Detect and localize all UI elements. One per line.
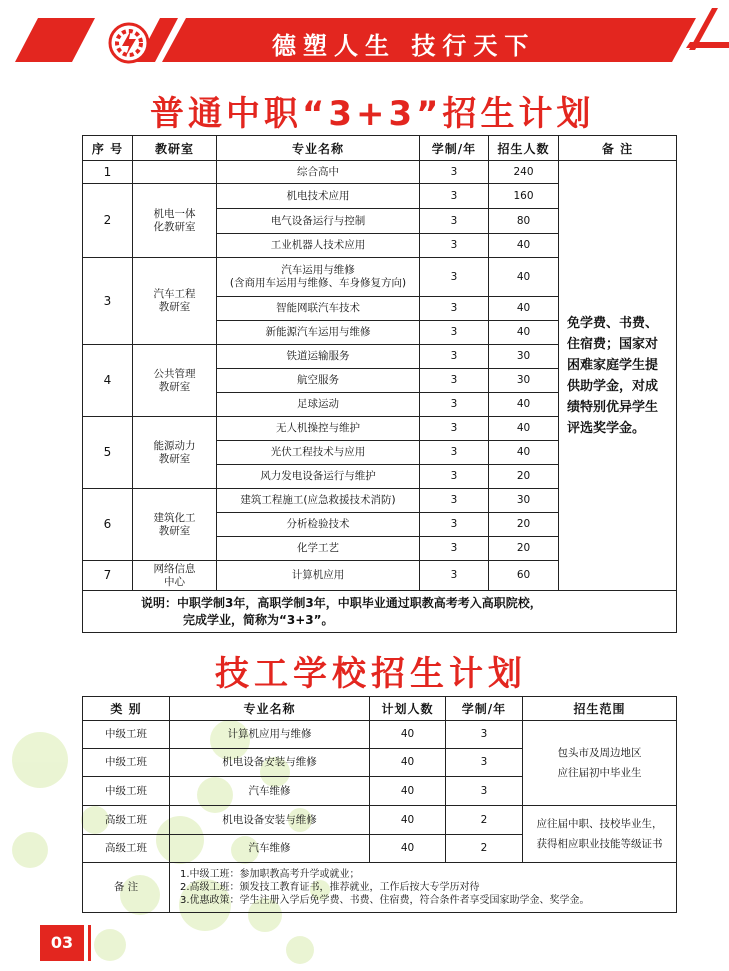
years-cell: 3 [420,209,489,234]
header-years: 学制/年 [420,136,489,161]
years-cell: 3 [446,777,523,806]
table-row [83,721,677,749]
remark-row [83,863,677,913]
table-header-row [83,136,677,161]
table-header-row [83,697,677,721]
major-cell: 分析检验技术 [217,513,420,537]
header-dept: 教研室 [133,136,217,161]
note-line: 评选奖学金。 [567,420,646,436]
type-cell: 中级工班 [83,721,170,749]
range-line: 应往届中职、技校毕业生， [536,818,663,830]
dept-cell [133,345,217,417]
years-cell: 3 [420,489,489,513]
explanation-row [83,591,677,633]
years-cell: 2 [446,835,523,863]
years-cell: 3 [420,161,489,184]
dept-cell [133,489,217,561]
dept-line: 汽车工程 [153,288,196,300]
major-cell: 化学工艺 [217,537,420,561]
major-cell: 综合高中 [217,161,420,184]
row-number: 7 [83,561,133,591]
header-count: 招生人数 [489,136,559,161]
major-cell: 铁道运输服务 [217,345,420,369]
years-cell: 3 [420,513,489,537]
count-cell: 30 [489,489,559,513]
major-line: 汽车运用与维修 [281,264,355,276]
years-cell: 3 [420,417,489,441]
count-cell: 20 [489,465,559,489]
major-cell: 计算机应用 [217,561,420,591]
count-cell: 40 [489,234,559,258]
dept-line: 教研室 [158,524,191,537]
major-cell: 风力发电设备运行与维护 [217,465,420,489]
years-cell: 3 [420,297,489,321]
major-cell: 无人机操控与维护 [217,417,420,441]
row-number: 4 [83,345,133,417]
row-number: 2 [83,184,133,258]
explanation-line: 完成学业，简称为“3+3”。 [183,612,334,627]
header-years: 学制/年 [446,697,523,721]
header-major: 专业名称 [217,136,420,161]
type-cell: 中级工班 [83,777,170,806]
dept-line: 教研室 [158,301,191,313]
school-logo [108,22,150,64]
major-cell: 机电设备安装与维修 [170,806,370,835]
count-cell: 40 [489,297,559,321]
dept-line: 能源动力 [153,439,196,452]
section1-title: 普通中职“3+3”招生计划 [150,94,595,134]
header-type: 类 别 [83,697,170,721]
range-line: 包头市及周边地区 [557,747,642,759]
row-number: 5 [83,417,133,489]
explanation-line: 说明：中职学制3年，高职学制3年，中职毕业通过职教高考考入高职院校， [141,595,542,610]
dept-line: 教研室 [158,452,191,465]
dept-line: 化教研室 [153,220,196,233]
count-cell: 30 [489,345,559,369]
header-note: 备 注 [559,136,677,161]
remark-line: 1.中级工班：参加职教高考升学或就业； [180,869,360,880]
vocational-enrollment-table [82,135,677,633]
years-cell: 3 [420,537,489,561]
count-cell: 30 [489,369,559,393]
count-cell: 240 [489,161,559,184]
major-cell: 足球运动 [217,393,420,417]
major-cell: 工业机器人技术应用 [217,234,420,258]
years-cell: 3 [420,441,489,465]
major-line: (含商用车运用与维修、车身修复方向) [229,277,407,289]
major-cell: 汽车维修 [170,835,370,863]
major-cell: 建筑工程施工(应急救援技术消防) [217,489,420,513]
years-cell: 3 [420,258,489,297]
years-cell: 3 [420,369,489,393]
header-range: 招生范围 [523,697,677,721]
type-cell: 中级工班 [83,749,170,777]
count-cell: 40 [489,321,559,345]
range-cell [523,806,677,863]
remark-line: 3.优惠政策：学生注册入学后免学费、书费、住宿费，符合条件者享受国家助学金、奖学金。 [180,895,590,906]
major-cell [217,258,420,297]
note-line: 住宿费；国家对 [567,336,659,352]
header-major: 专业名称 [170,697,370,721]
count-cell: 60 [489,561,559,591]
major-cell: 航空服务 [217,369,420,393]
count-cell: 40 [370,806,446,835]
major-cell: 电气设备运行与控制 [217,209,420,234]
count-cell: 40 [489,258,559,297]
header-slogan: 德塑人生 技行天下 [272,32,536,60]
page-number-divider [88,925,91,961]
count-cell: 160 [489,184,559,209]
dept-line: 教研室 [158,380,191,393]
range-line: 应往届初中毕业生 [557,767,642,779]
remark-label: 备 注 [83,863,170,913]
count-cell: 40 [489,441,559,465]
technical-school-table [82,696,677,913]
header-count: 计划人数 [370,697,446,721]
row-number: 6 [83,489,133,561]
note-line: 免学费、书费、 [567,315,659,331]
row-number: 1 [83,161,133,184]
page-number: 03 [40,925,84,961]
dept-cell [133,258,217,345]
dept-cell [133,417,217,489]
count-cell: 40 [489,417,559,441]
count-cell: 20 [489,537,559,561]
count-cell: 20 [489,513,559,537]
section2-title: 技工学校招生计划 [215,654,527,694]
years-cell: 3 [420,393,489,417]
remark-line: 2.高级工班：颁发技工教育证书，推荐就业，工作后按大专学历对待 [180,882,480,893]
count-cell: 40 [370,777,446,806]
dept-line: 公共管理 [153,367,196,380]
major-cell: 机电技术应用 [217,184,420,209]
major-cell: 计算机应用与维修 [170,721,370,749]
table-row [83,806,677,835]
range-cell [523,721,677,806]
major-cell: 智能网联汽车技术 [217,297,420,321]
header-no: 序 号 [83,136,133,161]
years-cell: 2 [446,806,523,835]
range-line: 获得相应职业技能等级证书 [536,838,663,850]
years-cell: 3 [446,749,523,777]
dept-cell [133,184,217,258]
note-line: 绩特别优异学生 [567,399,659,415]
dept-line: 机电一体 [153,207,196,220]
count-cell: 80 [489,209,559,234]
count-cell: 40 [370,835,446,863]
years-cell: 3 [420,561,489,591]
dept-line: 中心 [164,575,185,588]
years-cell: 3 [420,465,489,489]
major-cell: 机电设备安装与维修 [170,749,370,777]
note-line: 供助学金，对成 [567,378,659,394]
years-cell: 3 [420,184,489,209]
type-cell: 高级工班 [83,806,170,835]
years-cell: 3 [446,721,523,749]
years-cell: 3 [420,234,489,258]
major-cell: 汽车维修 [170,777,370,806]
table-row [83,161,677,184]
count-cell: 40 [370,749,446,777]
explanation-cell [83,591,677,633]
major-cell: 新能源汽车运用与维修 [217,321,420,345]
years-cell: 3 [420,345,489,369]
remark-cell [170,863,677,913]
dept-cell [133,561,217,591]
note-line: 困难家庭学生提 [567,357,659,373]
row-number: 3 [83,258,133,345]
count-cell: 40 [489,393,559,417]
note-cell [559,161,677,591]
dept-line: 建筑化工 [153,511,196,524]
dept-line: 网络信息 [153,562,196,575]
major-cell: 光伏工程技术与应用 [217,441,420,465]
years-cell: 3 [420,321,489,345]
type-cell: 高级工班 [83,835,170,863]
dept-cell [133,161,217,184]
count-cell: 40 [370,721,446,749]
